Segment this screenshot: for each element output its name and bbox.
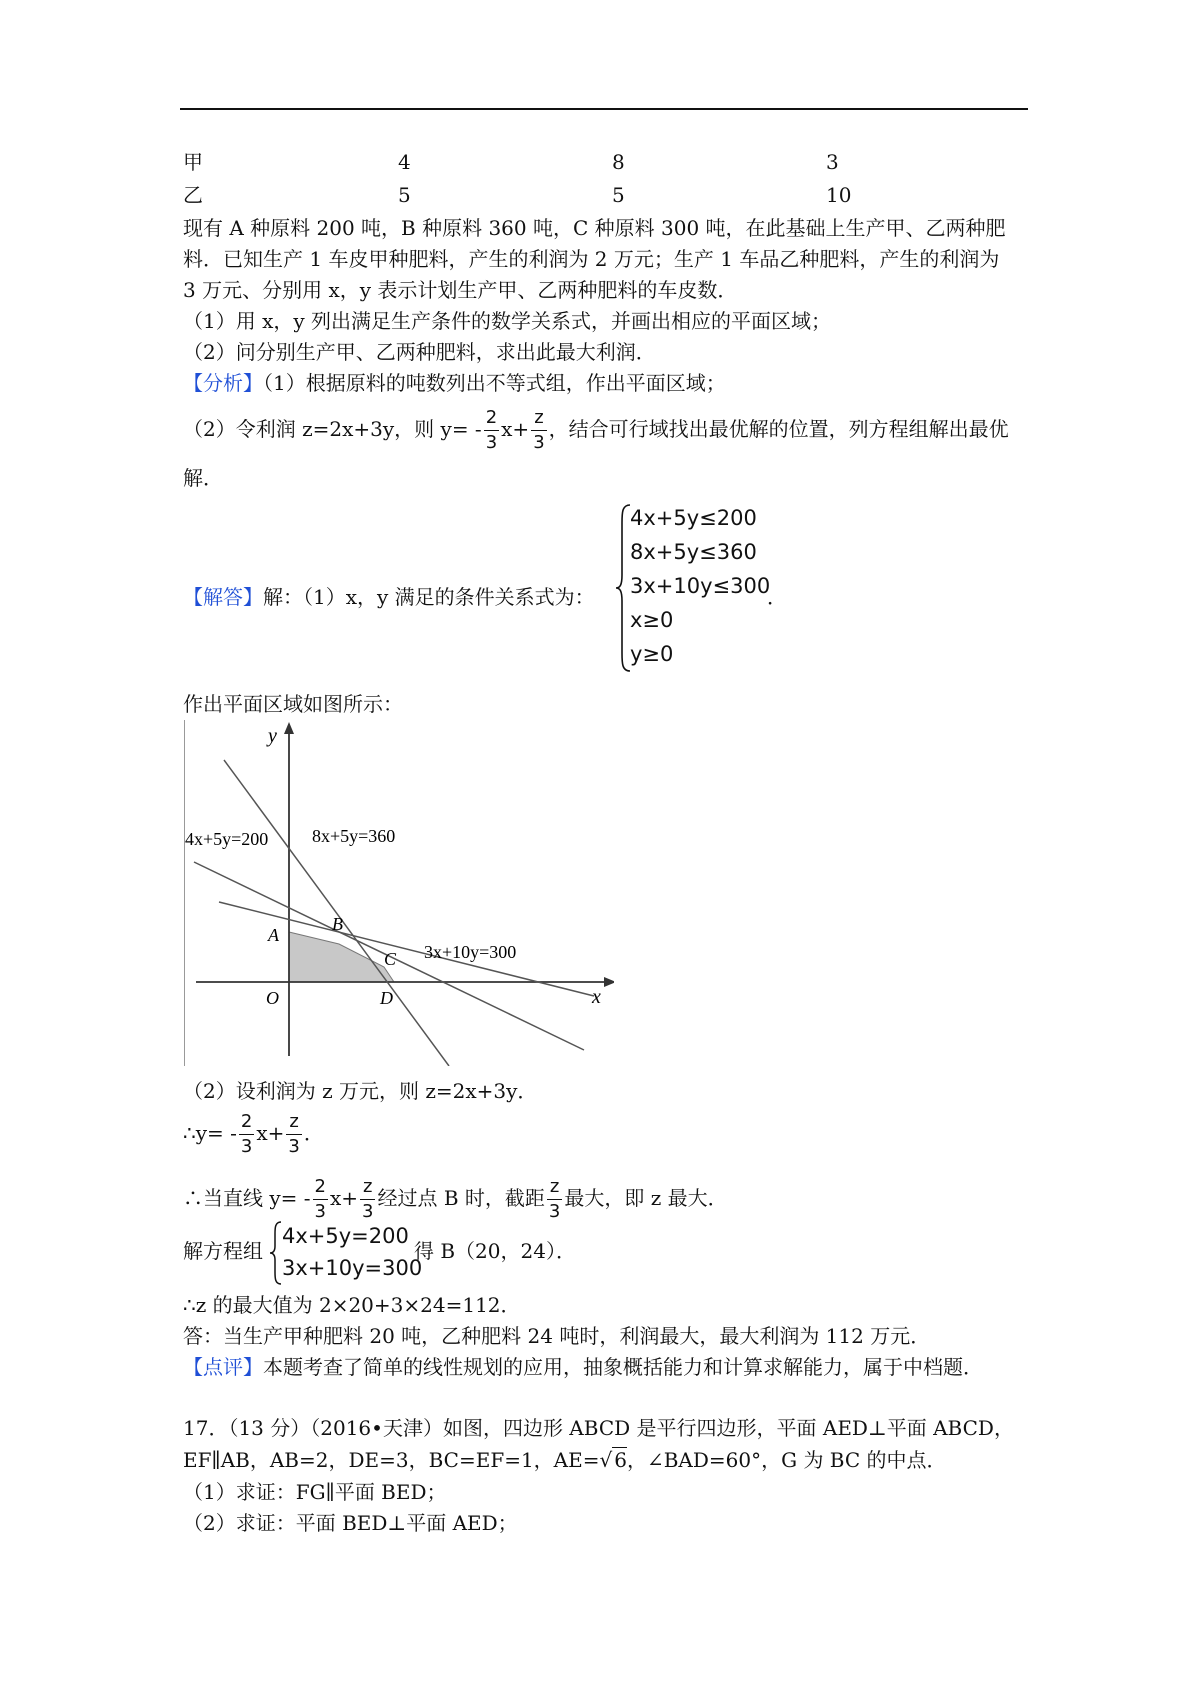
- answer-text: 得 B（20，24）．: [414, 1239, 576, 1263]
- table-cell: 5: [612, 183, 625, 207]
- fraction: $\frac{z}{3}$: [533, 407, 545, 453]
- table-cell: 4: [398, 150, 411, 174]
- header-rule: [180, 108, 1028, 110]
- table-cell: 3: [826, 150, 839, 174]
- answer-text: 解：（1）x，y 满足的条件关系式为：: [263, 585, 595, 609]
- analysis-line: 解．: [183, 466, 223, 490]
- region-caption: 作出平面区域如图所示：: [183, 692, 403, 716]
- equation: 3x+10y=300: [282, 1256, 423, 1280]
- inequality: y≥0: [630, 642, 674, 666]
- problem-line: 3 万元、分别用 x，y 表示计划生产甲、乙两种肥料的车皮数．: [183, 278, 738, 302]
- fraction: $\frac{2}{3}$: [314, 1176, 326, 1222]
- table-row-label: 乙: [183, 183, 203, 207]
- problem-line: 现有 A 种原料 200 吨，B 种原料 360 吨，C 种原料 300 吨，在此基础上生产甲、乙两种肥: [183, 216, 1006, 240]
- answer-line: [183, 583, 595, 611]
- fraction: $\frac{z}{3}$: [288, 1111, 300, 1157]
- table-cell: 8: [612, 150, 625, 174]
- fraction: $\frac{2}{3}$: [240, 1111, 253, 1157]
- q17-line: EF∥AB，AB=2，DE=3，BC=EF=1，AE=√ 6，∠BAD=60°，G 为 BC 的中点．: [183, 1448, 947, 1472]
- q17-line: 17．（13 分）（2016•天津）如图，四边形 ABCD 是平行四边形，平面 AED⊥平面 ABCD，: [183, 1416, 1014, 1440]
- table-cell: 5: [398, 183, 411, 207]
- analysis-text: x+: [501, 417, 530, 441]
- equation-system: [282, 1220, 422, 1284]
- line-label: 8x+5y=360: [312, 826, 396, 846]
- feasible-region-figure: [184, 720, 614, 1066]
- point-c-label: C: [384, 949, 397, 969]
- question-1: （1）用 x，y 列出满足生产条件的数学关系式，并画出相应的平面区域；: [183, 309, 832, 333]
- answer-line: ∴当直线 y= - $\frac{2}{3}$ x+ $\frac{z}{3}$ 经过点 B 时，截距 $\frac{z}{3}$ 最大，即 z 最大．: [183, 1176, 728, 1222]
- y-axis-label: y: [268, 725, 277, 747]
- comment-line: [183, 1353, 983, 1381]
- inequality: 4x+5y≤200: [630, 506, 757, 530]
- analysis-text: （1）根据原料的吨数列出不等式组，作出平面区域；: [263, 371, 726, 395]
- origin-label: O: [266, 988, 279, 1008]
- table-cell: 10: [826, 183, 852, 207]
- analysis-tag: 【分析】: [183, 371, 263, 395]
- sqrt-symbol: √: [599, 1448, 613, 1472]
- analysis-text: （2）令利润 z=2x+3y，则 y= -: [183, 417, 482, 441]
- comment-text: 本题考查了简单的线性规划的应用，抽象概括能力和计算求解能力，属于中档题．: [263, 1355, 983, 1379]
- inequality-system: [630, 501, 770, 671]
- answer-line: ∴z 的最大值为 2×20+3×24=112．: [183, 1293, 521, 1317]
- comment-tag: 【点评】: [183, 1355, 263, 1379]
- point-b-label: B: [332, 914, 343, 934]
- problem-line: 料．已知生产 1 车皮甲种肥料，产生的利润为 2 万元；生产 1 车品乙种肥料，产生的利润为: [183, 247, 1000, 271]
- fraction: $\frac{z}{3}$: [548, 1176, 561, 1222]
- analysis-text: ，结合可行域找出最优解的位置，列方程组解出最优: [548, 417, 1009, 441]
- fraction: $\frac{z}{3}$: [362, 1176, 374, 1222]
- q17-part: （1）求证：FG∥平面 BED；: [183, 1480, 447, 1504]
- equation: 4x+5y=200: [282, 1224, 409, 1248]
- x-axis-label: x: [592, 986, 601, 1008]
- answer-line: ∴y= - $\frac{2}{3}$ x+ $\frac{z}{3}$ ．: [183, 1111, 324, 1157]
- question-2: （2）问分别生产甲、乙两种肥料，求出此最大利润．: [183, 340, 656, 364]
- point-d-label: D: [380, 988, 393, 1008]
- answer-line: 解方程组: [183, 1239, 263, 1263]
- table-row-label: 甲: [183, 150, 203, 174]
- inequality: x≥0: [630, 608, 674, 632]
- fraction: $\frac{2}{3}$: [485, 407, 498, 453]
- sqrt-radicand: 6: [614, 1448, 627, 1472]
- q17-part: （2）求证：平面 BED⊥平面 AED；: [183, 1511, 518, 1535]
- inequality: 3x+10y≤300: [630, 574, 771, 598]
- point-a-label: A: [268, 925, 279, 945]
- answer-tag: 【解答】: [183, 585, 263, 609]
- answer-line: 答：当生产甲种肥料 20 吨，乙种肥料 24 吨时，利润最大，最大利润为 112 万元．: [183, 1324, 931, 1348]
- inequality: 8x+5y≤360: [630, 540, 757, 564]
- answer-text: ．: [767, 585, 787, 609]
- analysis-line: [183, 369, 726, 397]
- analysis-line: [183, 409, 1009, 452]
- line-label: 4x+5y=200: [185, 829, 269, 849]
- line-label: 3x+10y=300: [424, 942, 517, 962]
- answer-line: （2）设利润为 z 万元，则 z=2x+3y．: [183, 1079, 538, 1103]
